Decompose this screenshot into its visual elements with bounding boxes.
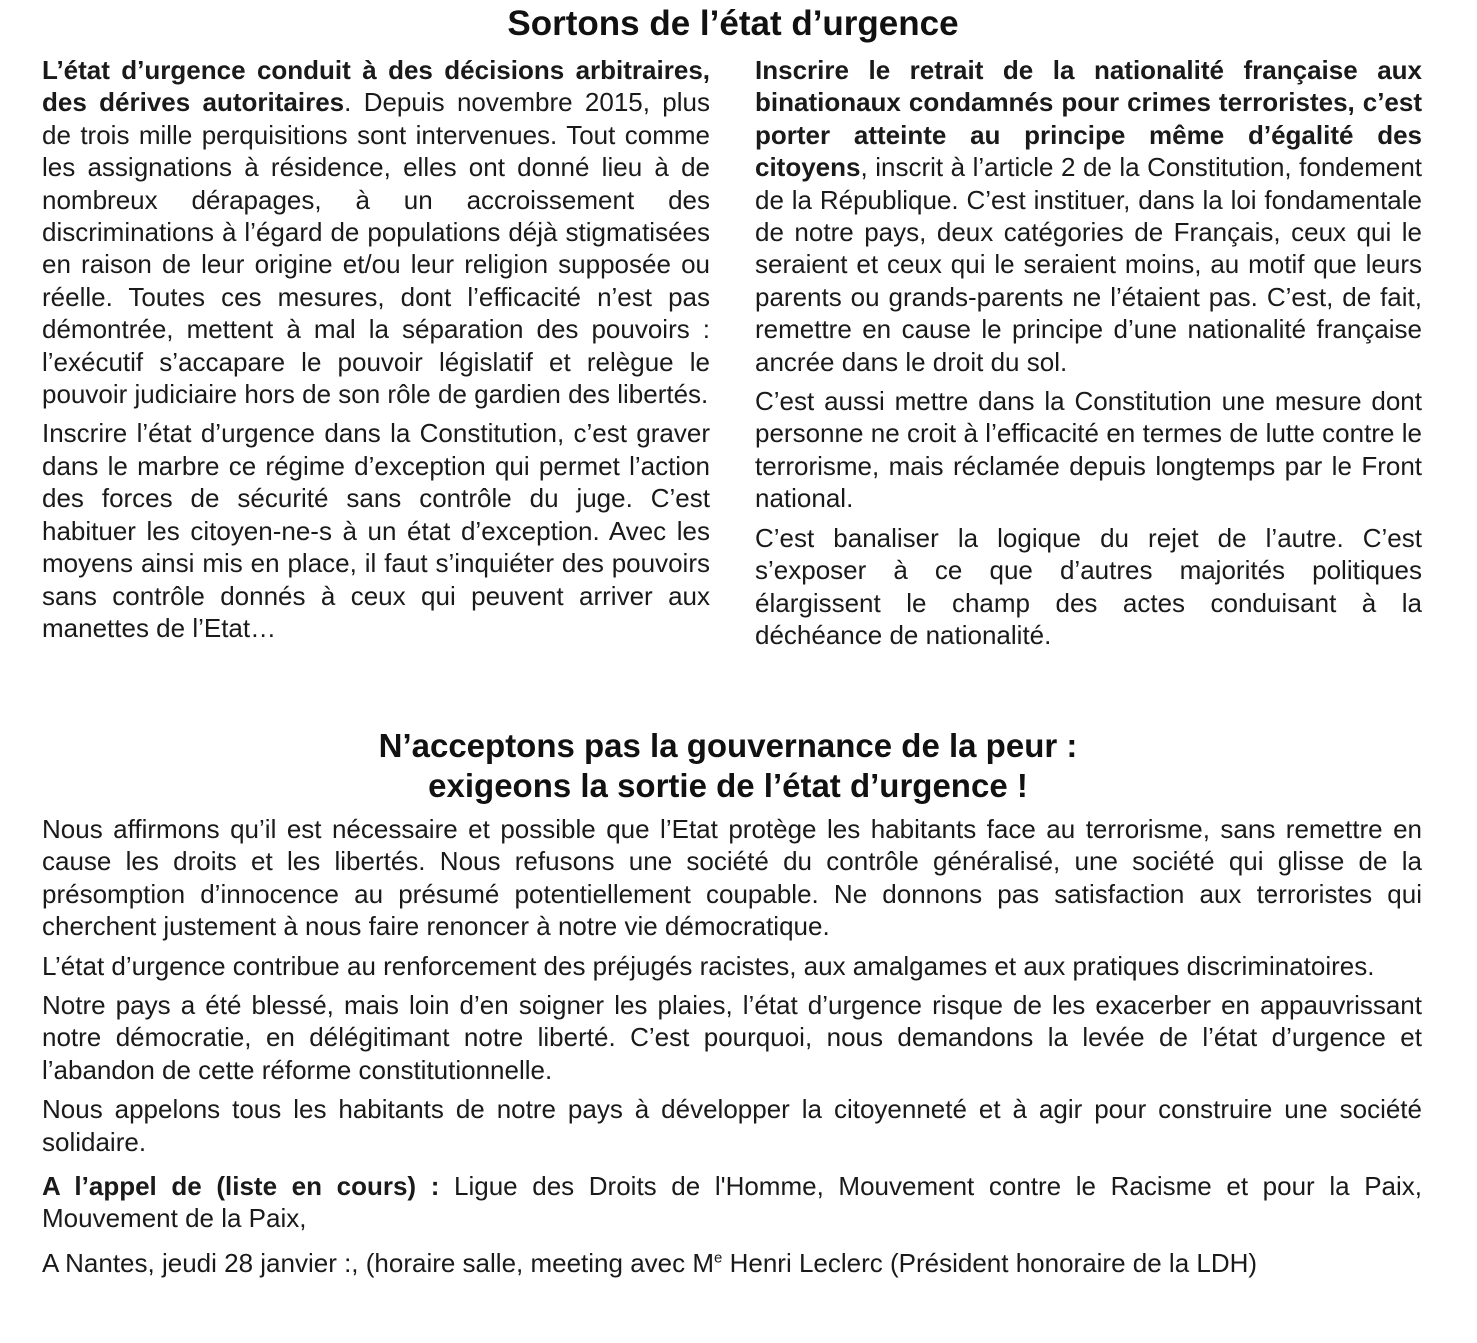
signatories-list: Ligue des Droits de l'Homme, Mouvement contre le Racisme et pour la Paix, Mouvement de la Paix, (42, 1171, 1422, 1234)
meeting-superscript: e (714, 1249, 723, 1267)
signatories-label: A l’appel de (liste en cours) : (42, 1171, 440, 1202)
body-paragraph-1: Nous affirmons qu’il est nécessaire et possible que l’Etat protège les habitants face au terrorisme, sans remettre en cause les droits et les libertés. Nous refusons une société du contrôle généralisé, une société qui glisse de la présomption d’innocence au présumé potentiellement coupable. Ne donnons pas satisfaction aux terroristes qui cherchent justement à nous faire renoncer à notre vie démocratique. (42, 814, 1422, 942)
body-paragraph-3: Notre pays a été blessé, mais loin d’en soigner les plaies, l’état d’urgence risque de les exacerber en appauvrissant notre démocratie, en délégitimant notre liberté. C’est pourquoi, nous demandons la levée de l’état d’urgence et l’abandon de cette réforme constitutionnelle. (42, 990, 1422, 1085)
right-paragraph-1 (755, 54, 1422, 378)
right-paragraph-2: C’est aussi mettre dans la Constitution une mesure dont personne ne croit à l’efficacité en termes de lutte contre le terrorisme, mais réclamée depuis longtemps par le Front national. (755, 386, 1422, 514)
left-paragraph-1-lead: L’état d’urgence conduit à des décisions arbitraires, des dérives autoritaires (42, 55, 710, 118)
meeting-text-after: Henri Leclerc (Président honoraire de la LDH) (722, 1247, 1258, 1278)
right-paragraph-1-lead: Inscrire le retrait de la nationalité française aux binationaux condamnés pour crimes terroristes, c’est porter atteinte au principe même d’égalité des citoyens (755, 55, 1422, 183)
main-title: Sortons de l’état d’urgence (507, 4, 959, 43)
signatories (42, 1170, 1422, 1235)
left-paragraph-2: Inscrire l’état d’urgence dans la Constitution, c’est graver dans le marbre ce régime d’exception qui permet l’action des forces de sécurité sans contrôle du juge. C’est habituer les citoyen-ne-s à un état d’exception. Avec les moyens ainsi mis en place, il faut s’inquiéter des pouvoirs sans contrôle donnés à ceux qui peuvent arriver aux manettes de l’Etat… (42, 418, 710, 643)
right-column (755, 54, 1422, 658)
second-title-line-1: N’acceptons pas la gouvernance de la peur : (378, 727, 1078, 764)
full-width-body (42, 813, 1422, 1286)
body-paragraph-2: L’état d’urgence contribue au renforcement des préjugés racistes, aux amalgames et aux pratiques discriminatoires. (42, 950, 1375, 981)
meeting-info (42, 1247, 1422, 1279)
second-title-line-2: exigeons la sortie de l’état d’urgence ! (428, 767, 1028, 804)
second-title (0, 726, 1456, 806)
body-paragraph-4: Nous appelons tous les habitants de notre pays à développer la citoyenneté et à agir pour construire une société solidaire. (42, 1094, 1422, 1157)
right-paragraph-3: C’est banaliser la logique du rejet de l’autre. C’est s’exposer à ce que d’autres majorités politiques élargissent le champ des actes conduisant à la déchéance de nationalité. (755, 522, 1422, 650)
left-paragraph-1 (42, 54, 710, 410)
left-column (42, 54, 710, 651)
left-paragraph-1-text: . Depuis novembre 2015, plus de trois mille perquisitions sont intervenues. Tout comme les assignations à résidence, elles ont donné lieu à de nombreux dérapages, à un accroissement des discriminations à l’égard de populations déjà stigmatisées en raison de leur origine et/ou leur religion supposée ou réelle. Toutes ces mesures, dont l’efficacité n’est pas démontrée, mettent à mal la séparation des pouvoirs : l’exécutif s’accapare le pouvoir législatif et relègue le pouvoir judiciaire hors de son rôle de gardien des libertés. (42, 87, 710, 410)
right-paragraph-1-text: , inscrit à l’article 2 de la Constitution, fondement de la République. C’est instituer, dans la loi fondamentale de notre pays, deux catégories de Français, ceux qui le seraient et ceux qui le seraient moins, au motif que leurs parents ou grands-parents ne l’étaient pas. C’est, de fait, remettre en cause le principe d’une nationalité française ancrée dans le droit du sol. (755, 152, 1422, 377)
meeting-text-before: A Nantes, jeudi 28 janvier :, (horaire salle, meeting avec M (42, 1247, 715, 1278)
